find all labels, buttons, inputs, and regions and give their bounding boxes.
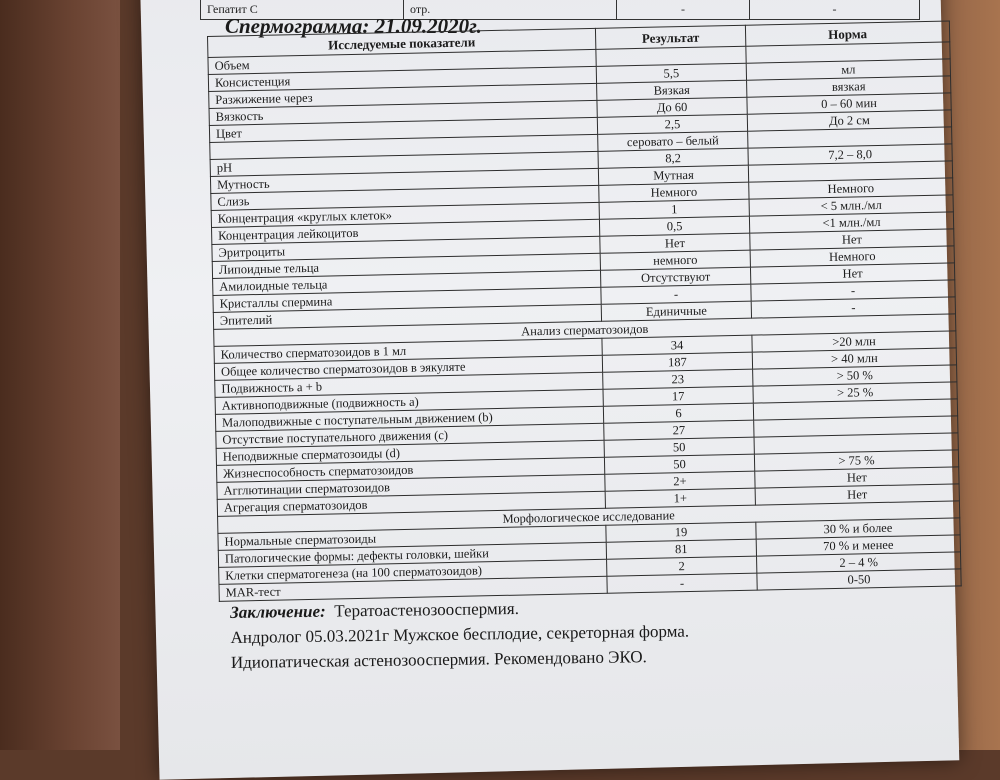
conclusion-label: Заключение: — [230, 601, 326, 622]
row-label: Концентрация «круглых клеток» — [211, 202, 599, 227]
row-result: 27 — [604, 420, 754, 440]
row-norm: >20 млн — [752, 331, 956, 352]
row-label: Консистенция — [208, 66, 596, 91]
section-title: Анализ сперматозоидов — [214, 314, 956, 347]
row-label: Вязкость — [209, 100, 597, 125]
row-label: Эритроциты — [212, 236, 600, 261]
row-norm: < 5 млн./мл — [749, 195, 953, 216]
conclusion-text: Тератоастенозооспермия. — [334, 598, 520, 621]
header-param: Исследуемые показатели — [208, 28, 596, 57]
row-result: - — [607, 573, 757, 593]
row-norm: вязкая — [747, 76, 951, 97]
row-norm: - — [751, 297, 955, 318]
row-result: 34 — [602, 335, 752, 355]
row-result: 50 — [604, 437, 754, 457]
row-label: Агрегация сперматозоидов — [217, 491, 605, 516]
row-label: Нормальные сперматозоиды — [218, 525, 606, 550]
row-result: 17 — [603, 386, 753, 406]
row-label: Отсутствие поступательного движения (c) — [216, 423, 604, 448]
row-label: Агглютинации сперматозоидов — [217, 474, 605, 499]
row-label: Амилоидные тельца — [213, 270, 601, 295]
row-label: Количество сперматозоидов в 1 мл — [214, 338, 602, 363]
row-label: Общее количество сперматозоидов в эякуляте — [214, 355, 602, 380]
row-label: Жизнеспособность сперматозоидов — [216, 457, 604, 482]
row-result: Немного — [599, 182, 749, 202]
row-result: серовато – белый — [598, 131, 748, 151]
row-label: MAR-тест — [219, 576, 607, 601]
row-result: До 60 — [597, 97, 747, 117]
prev-result: отр. — [404, 0, 617, 20]
row-result: 2,5 — [597, 114, 747, 134]
row-norm: > 75 % — [754, 450, 958, 471]
prev-label: Гепатит С — [201, 0, 404, 20]
row-result: 2+ — [605, 471, 755, 491]
row-norm: > 50 % — [753, 365, 957, 386]
conclusion-block — [230, 594, 690, 675]
row-result: 0,5 — [599, 216, 749, 236]
row-label: Подвижность a + b — [215, 372, 603, 397]
row-label: Мутность — [210, 168, 598, 193]
row-norm: До 2 см — [747, 110, 951, 131]
row-norm: Нет — [750, 229, 954, 250]
row-result: Отсутствуют — [600, 267, 750, 287]
spermogram-table — [207, 20, 961, 601]
prev-col3: - — [617, 0, 750, 20]
row-label: Концентрация лейкоцитов — [212, 219, 600, 244]
conclusion-line2: Андролог 05.03.2021г Мужское бесплодие, секреторная форма. — [230, 621, 690, 647]
document-title: Спермограмма: 21.09.2020г. — [225, 14, 482, 38]
row-result: 5,5 — [596, 63, 746, 83]
row-label: Патологические формы: дефекты головки, шейки — [218, 542, 606, 567]
table-surface-left — [0, 0, 120, 750]
row-norm: 30 % и более — [756, 518, 960, 539]
row-norm: Нет — [750, 263, 954, 284]
row-result: 81 — [606, 539, 756, 559]
row-norm: Немного — [750, 246, 954, 267]
header-result: Результат — [595, 25, 745, 49]
row-result: Единичные — [601, 301, 751, 321]
row-result: 8,2 — [598, 148, 748, 168]
row-norm: <1 млн./мл — [749, 212, 953, 233]
row-label: Активноподвижные (подвижность a) — [215, 389, 603, 414]
row-norm: 0-50 — [757, 569, 961, 590]
row-label: Эпителий — [213, 304, 601, 329]
row-label: pH — [210, 151, 598, 176]
row-norm: > 25 % — [753, 382, 957, 403]
row-result: 6 — [603, 403, 753, 423]
row-label: Малоподвижные с поступательным движением (b) — [215, 406, 603, 431]
row-result: Вязкая — [597, 80, 747, 100]
row-label: Кристаллы спермина — [213, 287, 601, 312]
row-label: Неподвижные сперматозоиды (d) — [216, 440, 604, 465]
prev-col4: - — [750, 0, 920, 20]
row-result: 1 — [599, 199, 749, 219]
row-norm: 2 – 4 % — [757, 552, 961, 573]
row-result: 50 — [604, 454, 754, 474]
row-label: Разжижение через — [209, 83, 597, 108]
row-norm: > 40 млн — [752, 348, 956, 369]
row-result: Нет — [600, 233, 750, 253]
row-norm: Нет — [755, 467, 959, 488]
header-norm: Норма — [745, 21, 949, 46]
conclusion-line3: Идиопатическая астенозооспермия. Рекомендовано ЭКО. — [230, 647, 647, 672]
row-result: 1+ — [605, 488, 755, 508]
row-result: 19 — [606, 522, 756, 542]
row-result: 23 — [603, 369, 753, 389]
row-result: 2 — [607, 556, 757, 576]
row-label: Слизь — [211, 185, 599, 210]
row-result: - — [601, 284, 751, 304]
row-result: 187 — [602, 352, 752, 372]
row-result: Мутная — [598, 165, 748, 185]
row-norm: - — [751, 280, 955, 301]
row-norm: Немного — [749, 178, 953, 199]
row-norm: 7,2 – 8,0 — [748, 144, 952, 165]
row-label: Объем — [208, 49, 596, 74]
row-norm: мл — [746, 59, 950, 80]
row-result: немного — [600, 250, 750, 270]
row-norm: 0 – 60 мин — [747, 93, 951, 114]
row-label: Клетки сперматогенеза (на 100 сперматозоидов) — [219, 559, 607, 584]
row-norm: Нет — [755, 484, 959, 505]
row-norm: 70 % и менее — [756, 535, 960, 556]
section-title: Морфологическое исследование — [218, 501, 960, 534]
row-label: Цвет — [209, 117, 597, 142]
row-label: Липоидные тельца — [212, 253, 600, 278]
